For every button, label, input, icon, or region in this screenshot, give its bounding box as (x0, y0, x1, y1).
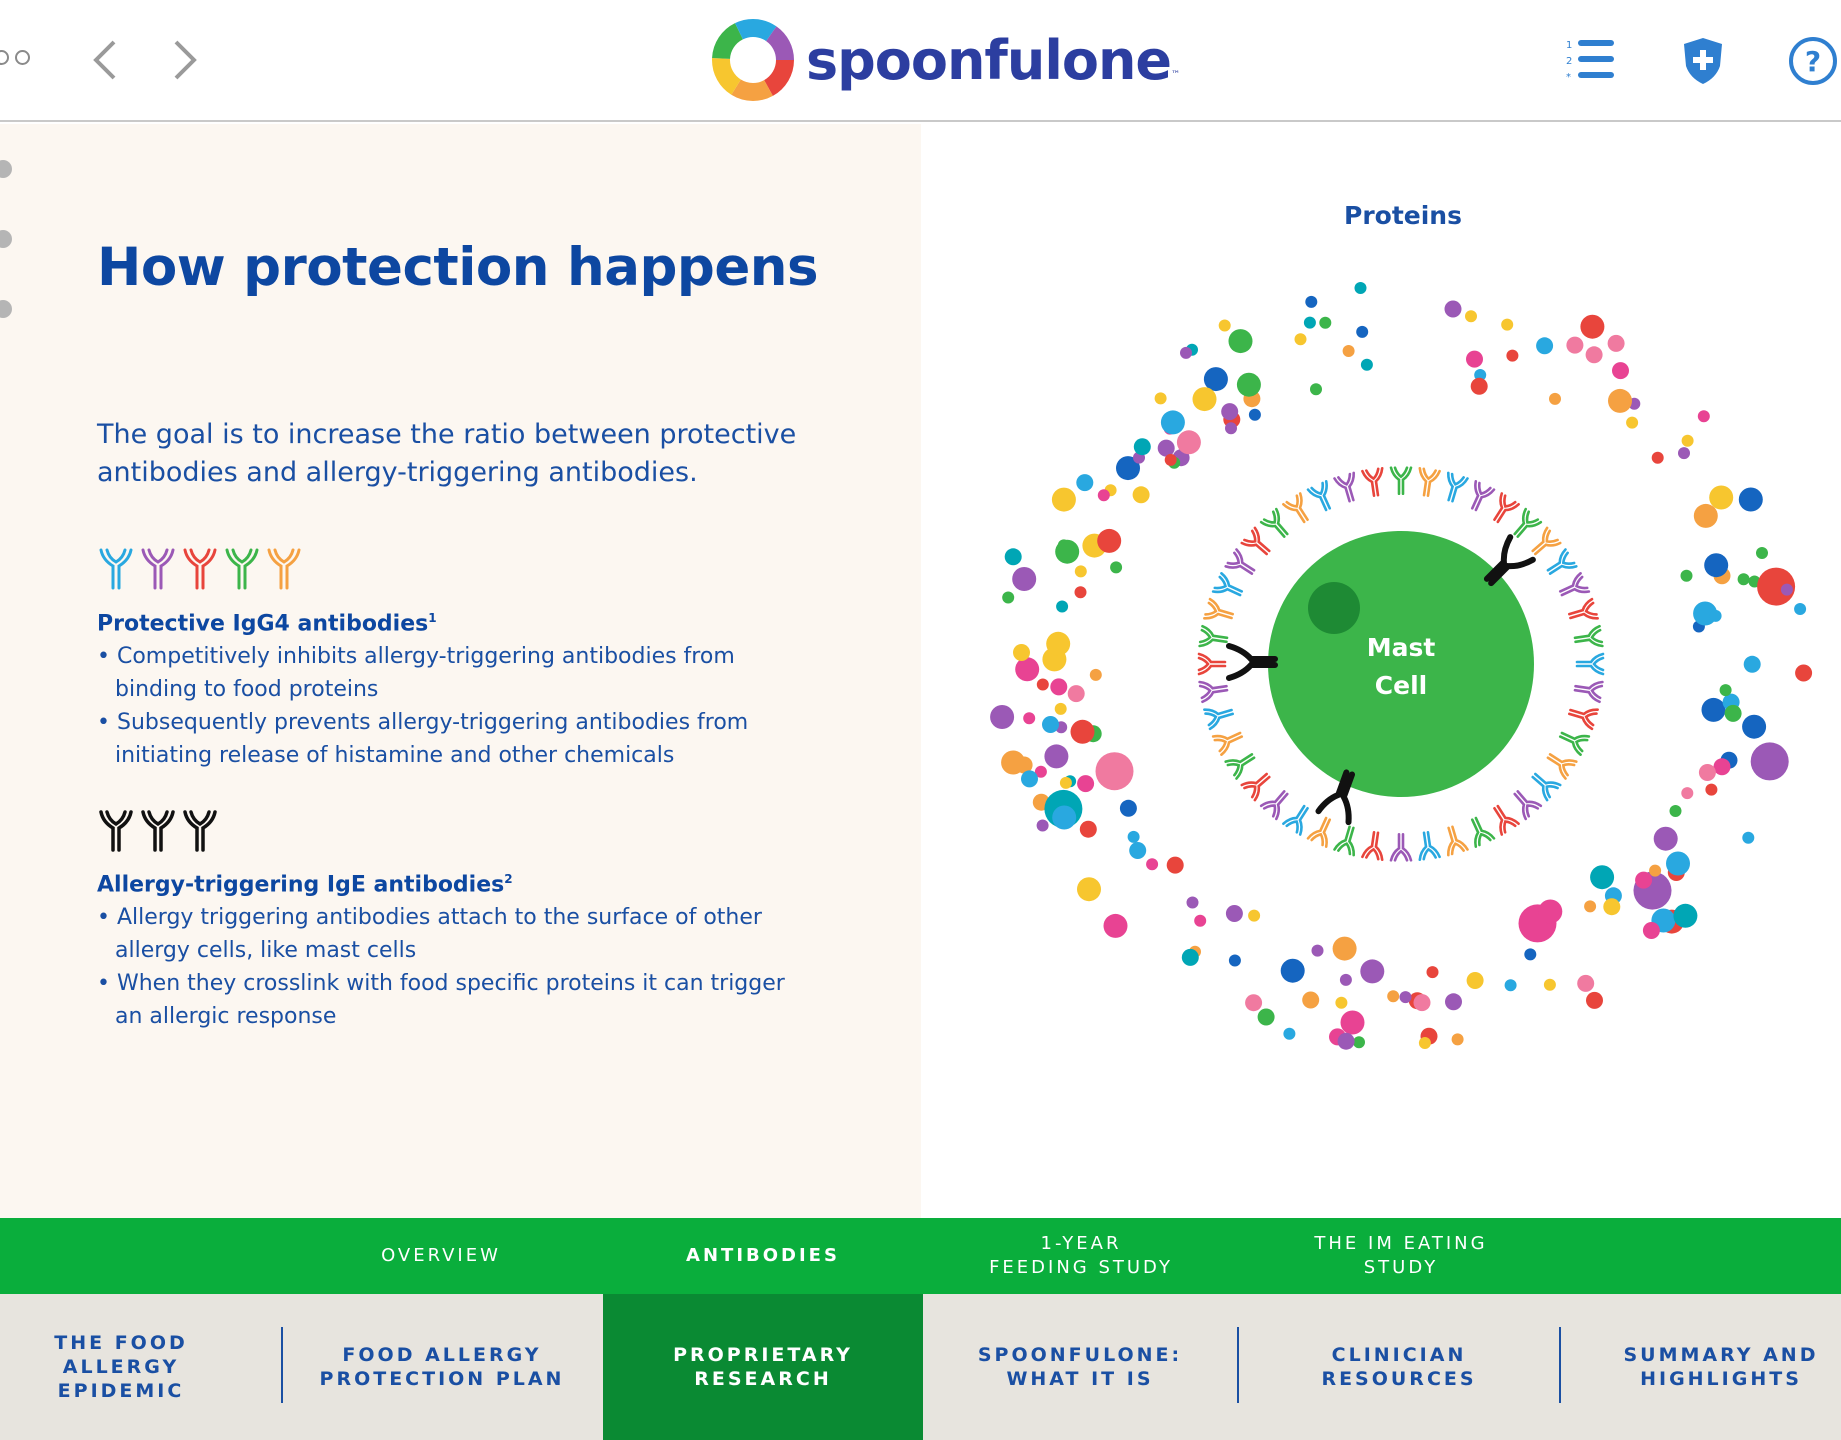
protein-dot (1608, 389, 1632, 413)
igg4-antibody-mark (1204, 599, 1235, 626)
igg4-heading-text: Protective IgG4 antibodies (97, 611, 429, 637)
igg4-antibody-shape (1488, 802, 1519, 835)
protein-dot (1110, 561, 1122, 573)
protein-dot (1193, 387, 1217, 411)
main-nav (0, 1294, 1841, 1440)
protein-dot (1013, 644, 1030, 661)
chevron-left-icon[interactable] (86, 36, 126, 84)
protein-dot (1037, 679, 1049, 691)
svg-text:2: 2 (1566, 56, 1573, 67)
igg4-antibody-shape (1527, 528, 1560, 560)
igg4-antibody-shape (1544, 550, 1577, 581)
igg4-bullet: • Competitively inhibits allergy-triggering antibodies from binding to food proteins (97, 640, 817, 706)
protein-dot (1146, 858, 1158, 870)
mast-cell-nucleus (1308, 582, 1360, 634)
igg4-antibody-shape (1261, 509, 1293, 542)
svg-text:?: ? (1804, 45, 1822, 78)
protein-dot (1652, 452, 1664, 464)
protein-dot (1012, 567, 1036, 591)
protein-dot (1052, 806, 1076, 830)
protein-dot (1120, 800, 1137, 817)
igg4-antibody-mark (1544, 748, 1577, 779)
mast-cell-label-line1: Mast (1366, 633, 1436, 662)
igg4-antibody-mark (1200, 678, 1229, 702)
diagram-panel (921, 124, 1841, 1218)
protein-dot (1356, 326, 1368, 338)
protein-dot (1360, 959, 1384, 983)
igg4-antibody-mark (1391, 834, 1411, 860)
protein-dot (1580, 315, 1604, 339)
nav-clinician-resources[interactable]: CLINICIAN RESOURCES (1321, 1344, 1477, 1390)
ige-heading (97, 872, 513, 897)
igg4-antibody-icon (265, 548, 303, 594)
igg4-antibody-shape (1204, 702, 1235, 729)
igg4-antibody-mark (1574, 678, 1603, 702)
igg4-antibody-shape (1242, 768, 1275, 800)
protein-dot (1355, 282, 1367, 294)
igg4-antibody-mark (1261, 509, 1293, 542)
subnav-im-eating-study[interactable]: THE IM EATING STUDY (1314, 1233, 1488, 1278)
igg4-antibody-mark (1199, 654, 1225, 674)
protein-dot (1283, 1028, 1295, 1040)
protein-dot (1229, 955, 1241, 967)
protein-dot (1566, 337, 1583, 354)
protein-dot (1795, 665, 1812, 682)
igg4-bullet-list (97, 640, 817, 772)
igg4-antibody-shape (1213, 573, 1245, 602)
protein-dot (1709, 486, 1733, 510)
protein-dot (1744, 656, 1761, 673)
protein-dot (1353, 1036, 1365, 1048)
igg4-antibody-shape (1416, 831, 1440, 860)
protein-dot (1080, 821, 1097, 838)
protein-dot (1071, 720, 1095, 744)
igg4-antibody-shape (1362, 468, 1386, 497)
protein-dot (1626, 417, 1638, 429)
igg4-antibody-mark (1416, 468, 1440, 497)
protein-dot (1704, 553, 1728, 577)
igg4-antibody-mark (1509, 786, 1541, 819)
igg4-antibody-shape (1557, 573, 1589, 602)
protein-dot (1452, 1033, 1464, 1045)
igg4-antibody-icon (97, 548, 135, 594)
protein-dot (1427, 966, 1439, 978)
ige-antibody-icon (181, 810, 219, 856)
protein-dot (1295, 333, 1307, 345)
protein-dot (1681, 570, 1693, 582)
page-dots-icon (0, 50, 30, 65)
protein-dot (1549, 393, 1561, 405)
igg4-antibody-shape (1577, 654, 1603, 674)
ige-bullet-list (97, 901, 817, 1033)
protein-dot (1194, 915, 1206, 927)
nav-summary-highlights[interactable]: SUMMARY AND HIGHLIGHTS (1623, 1344, 1819, 1390)
igg4-antibody-shape (1441, 473, 1468, 504)
igg4-antibody-mark (1200, 626, 1229, 650)
protein-dot (1037, 820, 1049, 832)
protein-dot (1182, 949, 1199, 966)
igg4-antibody-shape (1335, 825, 1362, 856)
protein-dot (1400, 991, 1412, 1003)
igg4-antibody-mark (1465, 815, 1494, 847)
protein-dot (1090, 669, 1102, 681)
top-header (0, 0, 1841, 122)
igg4-antibody-mark (1577, 654, 1603, 674)
protein-dot (1649, 865, 1661, 877)
logo-ring-icon (710, 17, 796, 103)
igg4-antibody-shape (1283, 802, 1314, 835)
igg4-antibody-mark (1261, 786, 1293, 819)
ige-heading-text: Allergy-triggering IgE antibodies (97, 872, 505, 898)
igg4-antibody-mark (1226, 550, 1259, 581)
protein-dot (1694, 504, 1718, 528)
igg4-antibody-shape (1416, 468, 1440, 497)
protein-dot (1673, 904, 1697, 928)
protein-dot (1001, 751, 1025, 775)
protein-dot (1219, 320, 1231, 332)
protein-dot (1338, 1033, 1355, 1050)
igg4-antibody-shape (1391, 468, 1411, 494)
protein-dot (1702, 698, 1726, 722)
protein-dot (1225, 422, 1237, 434)
protein-dot (1281, 959, 1305, 983)
igg4-antibody-mark (1308, 481, 1337, 513)
protein-dot (1698, 410, 1710, 422)
igg4-antibody-mark (1544, 550, 1577, 581)
protein-dot (1310, 383, 1322, 395)
protein-dot (1076, 474, 1093, 491)
igg4-antibody-shape (1261, 786, 1293, 819)
igg4-antibody-mark (1527, 768, 1560, 800)
protein-dot (1187, 897, 1199, 909)
protein-dot (1312, 945, 1324, 957)
svg-text:*: * (1566, 72, 1571, 83)
mast-cell-label-line2: Cell (1374, 671, 1428, 700)
protein-dot (1794, 603, 1806, 615)
protein-dot (1075, 565, 1087, 577)
protein-dot (990, 705, 1014, 729)
protein-dot (1739, 488, 1763, 512)
igg4-antibody-shape (1213, 726, 1245, 755)
igg4-antibody-shape (1308, 815, 1337, 847)
protein-dot (1742, 832, 1754, 844)
protein-dot (1044, 744, 1068, 768)
igg4-antibody-mark (1335, 473, 1362, 504)
brand-logo[interactable] (710, 17, 1180, 103)
protein-dot (1681, 787, 1693, 799)
protein-dot (1699, 764, 1716, 781)
igg4-antibody-mark (1283, 493, 1314, 526)
protein-dot (1343, 345, 1355, 357)
igg4-antibody-shape (1574, 626, 1603, 650)
igg4-antibody-mark (1362, 831, 1386, 860)
protein-dot (1165, 454, 1177, 466)
ige-antibodies-icons (97, 810, 219, 856)
proteins-label: Proteins (1344, 201, 1462, 230)
protein-dot (1584, 900, 1596, 912)
protein-dot (1015, 657, 1039, 681)
protein-dot (1229, 329, 1253, 353)
protein-dot (1161, 410, 1185, 434)
protein-dot (1237, 373, 1261, 397)
igg4-antibody-shape (1441, 825, 1468, 856)
protein-dot (1258, 1009, 1275, 1026)
logo-trademark: ™ (1171, 70, 1181, 80)
protein-dot (1471, 378, 1488, 395)
nav-food-allergy-epidemic[interactable]: THE FOOD ALLERGY EPIDEMIC (54, 1332, 188, 1402)
igg4-antibody-mark (1557, 573, 1589, 602)
protein-dot (1042, 716, 1059, 733)
protein-dot (1586, 346, 1603, 363)
protein-dot (1167, 857, 1184, 874)
mast-cell-diagram (921, 124, 1841, 1218)
protein-dot (1221, 403, 1238, 420)
protein-dot (1756, 547, 1768, 559)
igg4-antibody-mark (1283, 802, 1314, 835)
igg4-antibody-shape (1465, 815, 1494, 847)
protein-dot (1361, 359, 1373, 371)
numbered-list-icon[interactable] (1564, 34, 1618, 88)
igg4-antibody-mark (1213, 573, 1245, 602)
protein-dot (1501, 319, 1513, 331)
protein-dot (1506, 350, 1518, 362)
protein-dot (1304, 317, 1316, 329)
igg4-antibody-shape (1544, 748, 1577, 779)
shield-plus-icon[interactable] (1676, 34, 1730, 88)
igg4-antibody-mark (1441, 825, 1468, 856)
igg4-antibody-mark (1488, 493, 1519, 526)
protein-dot (1023, 712, 1035, 724)
protein-dot (1055, 703, 1067, 715)
protein-dot (1524, 948, 1536, 960)
ige-antibody-icon (97, 810, 135, 856)
igg4-antibody-mark (1557, 726, 1589, 755)
igg4-antibody-shape (1488, 493, 1519, 526)
protein-dot (1466, 351, 1483, 368)
protein-dot (1465, 310, 1477, 322)
igg4-antibody-shape (1574, 678, 1603, 702)
protein-dot (1002, 592, 1014, 604)
protein-dot (1068, 685, 1085, 702)
subnav-antibodies[interactable]: ANTIBODIES (686, 1245, 840, 1266)
protein-dot (1612, 362, 1629, 379)
protein-dot (1467, 972, 1484, 989)
protein-dot (1248, 910, 1260, 922)
protein-dot (1670, 805, 1682, 817)
protein-dot (1060, 777, 1072, 789)
protein-dot (1705, 784, 1717, 796)
igg4-antibody-shape (1308, 481, 1337, 513)
igg4-antibody-shape (1226, 550, 1259, 581)
protein-dot (1249, 409, 1261, 421)
igg4-antibody-mark (1441, 473, 1468, 504)
protein-dot (1335, 997, 1347, 1009)
protein-dot (1075, 586, 1087, 598)
protein-dot (1725, 705, 1742, 722)
protein-dot (1654, 827, 1678, 851)
protein-dot (1341, 1011, 1365, 1035)
chevron-right-icon[interactable] (164, 36, 204, 84)
igg4-antibody-shape (1226, 748, 1259, 779)
protein-dot (1544, 979, 1556, 991)
protein-dot (1104, 914, 1128, 938)
igg4-antibody-mark (1362, 468, 1386, 497)
protein-dot (1577, 975, 1594, 992)
igg4-antibody-icon (139, 548, 177, 594)
igg4-antibody-shape (1557, 726, 1589, 755)
protein-dot (1603, 898, 1620, 915)
protein-dot (1134, 438, 1151, 455)
protein-dot (1133, 486, 1150, 503)
ige-bullet: • Allergy triggering antibodies attach to the surface of other allergy cells, like mast cells (97, 901, 817, 967)
protein-dot (1055, 540, 1079, 564)
igg4-antibody-mark (1567, 702, 1598, 729)
protein-dot (1666, 852, 1690, 876)
protein-dot (1414, 994, 1431, 1011)
protein-dot (1046, 632, 1070, 656)
protein-dot (1158, 440, 1175, 457)
protein-dot (1586, 992, 1603, 1009)
section-subnav (0, 1218, 1841, 1294)
igg4-antibody-icon (181, 548, 219, 594)
igg4-antibody-shape (1527, 768, 1560, 800)
subnav-feeding-study[interactable]: 1-YEAR FEEDING STUDY (989, 1233, 1173, 1278)
igg4-antibody-shape (1242, 528, 1275, 560)
logo-text: spoonfulone (806, 28, 1172, 92)
nav-proprietary-research[interactable]: PROPRIETARY RESEARCH (603, 1294, 923, 1440)
igg4-antibody-mark (1509, 509, 1541, 542)
igg4-antibody-mark (1488, 802, 1519, 835)
protein-dot (1678, 447, 1690, 459)
protein-dot (1180, 347, 1192, 359)
protein-dot (1720, 684, 1732, 696)
protein-dot (1781, 584, 1793, 596)
protein-dot (1226, 905, 1243, 922)
igg4-antibody-icon (223, 548, 261, 594)
protein-dot (1077, 775, 1094, 792)
igg4-antibody-shape (1204, 599, 1235, 626)
protein-dot (1536, 337, 1553, 354)
igg4-antibody-mark (1226, 748, 1259, 779)
subnav-overview[interactable]: OVERVIEW (381, 1245, 501, 1266)
igg4-bullet: • Subsequently prevents allergy-triggering antibodies from initiating release of histamine and other chemicals (97, 706, 817, 772)
protein-dot (1077, 877, 1101, 901)
content-panel (0, 124, 921, 1218)
protein-dot (1005, 548, 1022, 565)
ige-antibody-icon (139, 810, 177, 856)
igg4-antibody-shape (1200, 626, 1229, 650)
protein-dot (1445, 301, 1462, 318)
igg4-antibody-shape (1335, 473, 1362, 504)
protein-dot (1097, 529, 1121, 553)
page-title: How protection happens (97, 237, 819, 298)
protein-dot (1738, 573, 1750, 585)
igg4-antibody-mark (1567, 599, 1598, 626)
protein-dot (1682, 435, 1694, 447)
igg4-antibody-mark (1416, 831, 1440, 860)
protein-dot (1340, 974, 1352, 986)
nav-what-it-is[interactable]: SPOONFULONE: WHAT IT IS (977, 1344, 1183, 1390)
igg4-antibody-mark (1391, 468, 1411, 494)
protein-dot (1387, 990, 1399, 1002)
igg4-antibody-mark (1308, 815, 1337, 847)
igg4-antibody-shape (1391, 834, 1411, 860)
igg4-antibody-mark (1213, 726, 1245, 755)
protein-dot (1608, 335, 1625, 352)
protein-dot (1715, 759, 1727, 771)
igg4-antibody-mark (1465, 481, 1494, 513)
protein-dot (1052, 488, 1076, 512)
protein-dot (1710, 610, 1722, 622)
igg4-antibody-shape (1509, 509, 1541, 542)
protein-dot (1096, 752, 1134, 790)
igg4-antibody-shape (1199, 654, 1225, 674)
protein-dot (1021, 770, 1038, 787)
section-dots[interactable] (0, 160, 12, 370)
igg4-antibody-shape (1362, 831, 1386, 860)
igg4-reference: 1 (428, 611, 437, 625)
igg4-antibody-mark (1204, 702, 1235, 729)
protein-dot (1245, 994, 1262, 1011)
protein-dot (1319, 317, 1331, 329)
help-icon[interactable] (1786, 34, 1840, 88)
svg-text:1: 1 (1566, 40, 1573, 51)
protein-dot (1505, 979, 1517, 991)
protein-dot (1333, 937, 1357, 961)
igg4-antibody-shape (1200, 678, 1229, 702)
protein-dot (1445, 993, 1462, 1010)
protective-antibodies-icons (97, 548, 303, 594)
protein-dot (1129, 842, 1146, 859)
protein-dot (1538, 900, 1562, 924)
protein-dot (1643, 922, 1660, 939)
igg4-antibody-shape (1283, 493, 1314, 526)
protein-dot (1177, 430, 1201, 454)
igg4-antibody-shape (1465, 481, 1494, 513)
protein-dot (1635, 872, 1652, 889)
protein-dot (1751, 742, 1789, 780)
protein-dot (1305, 296, 1317, 308)
protein-dot (1056, 601, 1068, 613)
igg4-antibody-shape (1509, 786, 1541, 819)
ige-bullet: • When they crosslink with food specific proteins it can trigger an allergic response (97, 967, 817, 1033)
igg4-heading (97, 611, 437, 636)
igg4-antibody-mark (1574, 626, 1603, 650)
protein-dot (1050, 678, 1067, 695)
igg4-antibody-shape (1567, 599, 1598, 626)
igg4-antibody-shape (1567, 702, 1598, 729)
intro-text: The goal is to increase the ratio between protective antibodies and allergy-triggering antibodies. (97, 419, 797, 488)
nav-protection-plan[interactable]: FOOD ALLERGY PROTECTION PLAN (319, 1344, 565, 1390)
igg4-antibody-mark (1335, 825, 1362, 856)
protein-dot (1098, 489, 1110, 501)
protein-dot (1155, 392, 1167, 404)
igg4-antibody-mark (1242, 768, 1275, 800)
protein-dot (1302, 992, 1319, 1009)
protein-dot (1128, 831, 1140, 843)
protein-dot (1419, 1037, 1431, 1049)
ige-reference: 2 (504, 872, 513, 886)
protein-dot (1590, 865, 1614, 889)
igg4-antibody-mark (1242, 528, 1275, 560)
igg4-antibody-mark (1527, 528, 1560, 560)
protein-dot (1742, 715, 1766, 739)
